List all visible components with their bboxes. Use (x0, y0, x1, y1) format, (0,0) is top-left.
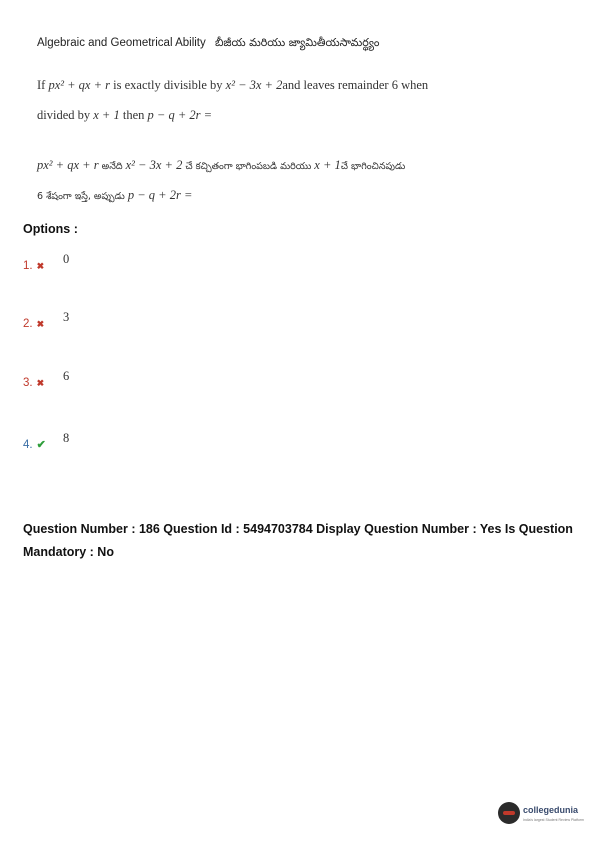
math-expression: x² − 3x + 2 (225, 78, 283, 92)
math-expression: p − q + 2r = (127, 188, 193, 202)
logo-tagline: India's largest Student Review Platform (523, 818, 584, 822)
question-text: and leaves remainder 6 when (282, 78, 429, 92)
question-text: then (119, 108, 148, 122)
question-english-line-1 (37, 78, 428, 93)
question-telugu-line-1 (37, 158, 405, 174)
mascot-icon (498, 802, 520, 824)
math-expression: px² + qx + r (48, 78, 111, 92)
math-expression: x² − 3x + 2 (125, 158, 183, 172)
option-2-value: 3 (63, 310, 70, 324)
question-telugu-line-2 (37, 188, 192, 204)
question-text: If (37, 78, 49, 92)
check-icon: ✔ (36, 439, 46, 451)
section-title (37, 36, 379, 52)
question-text-telugu: 6 శేషంగా ఇస్తే, అప్పుడు (37, 191, 128, 202)
option-number: 2. (23, 318, 33, 330)
question-text-telugu: చే భాగించినపుడు (340, 161, 406, 172)
section-title-telugu: బీజీయ మరియు జ్యామితీయసామర్థ్యం (214, 36, 380, 49)
question-english-line-2 (37, 108, 212, 123)
cross-icon: ✖ (36, 319, 45, 329)
question-text: is exactly divisible by (110, 78, 226, 92)
cross-icon: ✖ (36, 378, 45, 388)
option-2[interactable] (23, 318, 44, 330)
question-text: divided by (37, 108, 94, 122)
question-text-telugu: చే కచ్చితంగా భాగింపబడి మరియు (182, 161, 315, 172)
option-4[interactable] (23, 438, 46, 451)
logo-brand: collegedunia (523, 805, 579, 815)
option-3[interactable] (23, 377, 44, 389)
collegedunia-logo (498, 802, 590, 832)
question-metadata: Question Number : 186 Question Id : 5494703784 Display Question Number : Yes Is Question Mandatory : No (23, 522, 573, 559)
options-heading: Options : (23, 222, 78, 236)
section-title-english: Algebraic and Geometrical Ability (37, 37, 206, 49)
option-number: 1. (23, 260, 33, 272)
option-4-value: 8 (63, 431, 70, 445)
option-1[interactable] (23, 260, 44, 272)
option-1-value: 0 (63, 252, 70, 266)
math-expression: x + 1 (93, 108, 120, 122)
math-expression: x + 1 (314, 158, 341, 172)
math-expression: p − q + 2r = (147, 108, 213, 122)
option-3-value: 6 (63, 369, 70, 383)
option-number: 3. (23, 377, 33, 389)
question-text-telugu: అనేది (98, 161, 126, 172)
option-number: 4. (23, 439, 33, 451)
cross-icon: ✖ (36, 261, 45, 271)
math-expression: px² + qx + r (37, 158, 99, 172)
